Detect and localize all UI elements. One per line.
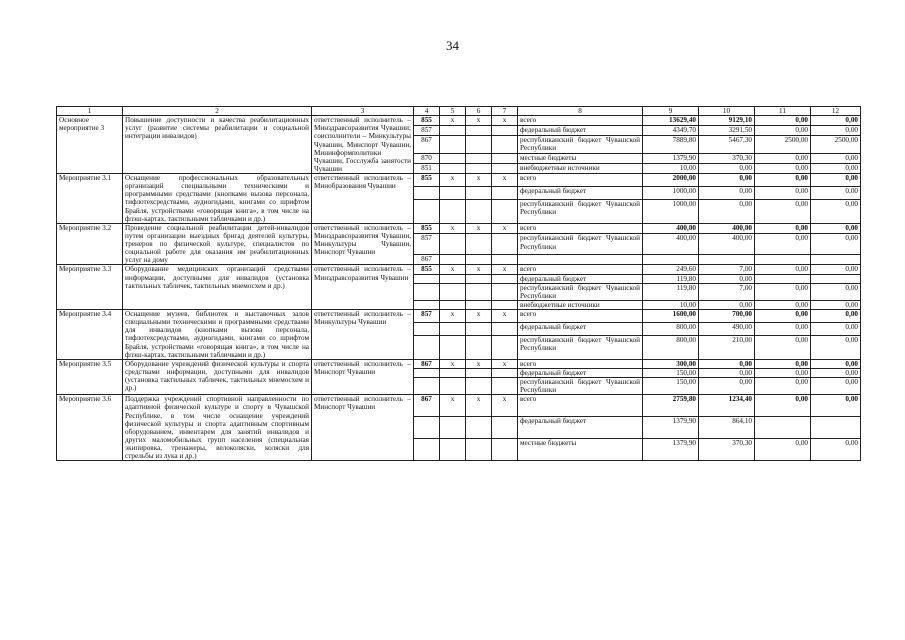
expense-code xyxy=(492,378,518,395)
header-cell: 2 xyxy=(123,107,312,116)
section-code xyxy=(440,164,466,174)
target-code xyxy=(466,368,492,377)
funding-source: федеральный бюджет xyxy=(518,274,643,283)
section-code xyxy=(440,274,466,283)
table-row xyxy=(57,310,861,323)
target-code xyxy=(466,125,492,135)
table-row xyxy=(57,395,861,417)
expense-code xyxy=(492,335,518,359)
expense-code xyxy=(492,164,518,174)
target-code: x xyxy=(466,223,492,234)
value-col10: 5467,30 xyxy=(699,135,755,154)
funding-source: республиканский бюджет Чувашской Республики xyxy=(518,234,643,254)
table-row xyxy=(57,174,861,187)
value-col11: 0,00 xyxy=(755,186,811,199)
expense-code: x xyxy=(492,265,518,274)
target-code xyxy=(466,135,492,154)
value-col12: 0,00 xyxy=(811,154,861,164)
value-col9: 1000,00 xyxy=(643,186,699,199)
section-code: x xyxy=(440,116,466,126)
target-code xyxy=(466,335,492,359)
value-col11: 2500,00 xyxy=(755,135,811,154)
funding-source: республиканский бюджет Чувашской Республики xyxy=(518,135,643,154)
section-code xyxy=(440,254,466,265)
value-col9: 10,00 xyxy=(643,300,699,309)
grbs-code: 857 xyxy=(414,234,440,254)
value-col12: 0,00 xyxy=(811,359,861,368)
value-col12: 0,00 xyxy=(811,395,861,417)
expense-code xyxy=(492,283,518,300)
target-code xyxy=(466,274,492,283)
header-cell: 6 xyxy=(466,107,492,116)
section-code xyxy=(440,135,466,154)
measure-name: Оборудование учреждений физической культуры и спорта средствами информации, доступными для инвалидов (установка тактильных табличек, тактильных мнемосхем и др.) xyxy=(123,359,312,395)
value-col12: 0,00 xyxy=(811,368,861,377)
funding-source: всего xyxy=(518,310,643,323)
grbs-code: 851 xyxy=(414,164,440,174)
measure-executor: ответственный исполнитель – Минспорт Чувашии xyxy=(312,395,414,461)
value-col9: 10,00 xyxy=(643,164,699,174)
measure-code: Мероприятие 3.4 xyxy=(57,310,123,360)
funding-source: всего xyxy=(518,174,643,187)
funding-source: федеральный бюджет xyxy=(518,368,643,377)
funding-source: республиканский бюджет Чувашской Республики xyxy=(518,335,643,359)
target-code xyxy=(466,378,492,395)
value-col11: 0,00 xyxy=(755,234,811,254)
grbs-code: 867 xyxy=(414,395,440,417)
section-code xyxy=(440,439,466,461)
target-code xyxy=(466,283,492,300)
measure-name: Проведение социальной реабилитации детей-инвалидов путем организации выездных бригад деятелей культуры, тренеров по физической культуре, специалистов по социальной работе для оказания им реабилитационных услуг на дому xyxy=(123,223,312,265)
grbs-code xyxy=(414,378,440,395)
grbs-code: 855 xyxy=(414,116,440,126)
grbs-code: 855 xyxy=(414,174,440,187)
expense-code xyxy=(492,186,518,199)
header-cell: 9 xyxy=(643,107,699,116)
value-col9: 4349,70 xyxy=(643,125,699,135)
funding-source: республиканский бюджет Чувашской Республики xyxy=(518,283,643,300)
expense-code xyxy=(492,234,518,254)
value-col9: 400,00 xyxy=(643,234,699,254)
measure-executor: ответственный исполнитель – Минздравсоразвития Чувашии, Минкультуры Чувашии, Минспорт Чувашии xyxy=(312,223,414,265)
section-code xyxy=(440,368,466,377)
grbs-code xyxy=(414,368,440,377)
expense-code xyxy=(492,274,518,283)
funding-source: всего xyxy=(518,395,643,417)
table-row xyxy=(57,359,861,368)
value-col10: 0,00 xyxy=(699,368,755,377)
value-col11: 0,00 xyxy=(755,322,811,335)
section-code xyxy=(440,283,466,300)
target-code: x xyxy=(466,265,492,274)
section-code xyxy=(440,154,466,164)
section-code: x xyxy=(440,310,466,323)
value-col9: 7889,80 xyxy=(643,135,699,154)
value-col9 xyxy=(643,254,699,265)
measure-executor: ответственный исполнитель – Минобразования Чувашии xyxy=(312,174,414,224)
funding-source: всего xyxy=(518,223,643,234)
expense-code xyxy=(492,125,518,135)
value-col11: 0,00 xyxy=(755,116,811,126)
value-col10: 9129,10 xyxy=(699,116,755,126)
measure-name: Поддержка учреждений спортивной направленности по адаптивной физической культуре и спорту в Чувашской Республике, в том числе оснащение учреждений физической культуры и спорта адаптивным спортивным оборудованием, инвентарем для занятий инвалидов и других маломобильных групп населения (специальная экипировка, тренажеры, велоколяски, коляски для стрельбы из лука и др.) xyxy=(123,395,312,461)
value-col9: 1379,90 xyxy=(643,439,699,461)
grbs-code: 855 xyxy=(414,265,440,274)
value-col9: 1379,90 xyxy=(643,417,699,439)
measure-name: Повышение доступности и качества реабилитационных услуг (развитие системы реабилитации и социальной интеграции инвалидов) xyxy=(123,116,312,174)
header-cell: 10 xyxy=(699,107,755,116)
grbs-code xyxy=(414,274,440,283)
value-col12: 0,00 xyxy=(811,283,861,300)
expense-code: x xyxy=(492,223,518,234)
value-col11: 0,00 xyxy=(755,125,811,135)
funding-source xyxy=(518,254,643,265)
value-col12 xyxy=(811,254,861,265)
section-code xyxy=(440,322,466,335)
section-code xyxy=(440,234,466,254)
value-col9: 1379,90 xyxy=(643,154,699,164)
value-col10: 400,00 xyxy=(699,223,755,234)
value-col12 xyxy=(811,274,861,283)
value-col11: 0,00 xyxy=(755,154,811,164)
header-cell: 8 xyxy=(518,107,643,116)
table-row xyxy=(57,116,861,126)
value-col9: 400,00 xyxy=(643,223,699,234)
target-code xyxy=(466,164,492,174)
header-cell: 3 xyxy=(312,107,414,116)
grbs-code: 855 xyxy=(414,223,440,234)
value-col11: 0,00 xyxy=(755,439,811,461)
value-col11 xyxy=(755,274,811,283)
value-col10: 400,00 xyxy=(699,234,755,254)
section-code xyxy=(440,186,466,199)
measure-executor: ответственный исполнитель – Минспорт Чувашии xyxy=(312,359,414,395)
expense-code xyxy=(492,254,518,265)
value-col9: 800,00 xyxy=(643,335,699,359)
value-col12: 0,00 xyxy=(811,335,861,359)
expense-code xyxy=(492,368,518,377)
grbs-code xyxy=(414,186,440,199)
value-col11: 0,00 xyxy=(755,199,811,223)
target-code: x xyxy=(466,395,492,417)
funding-source: местные бюджеты xyxy=(518,439,643,461)
measure-code: Мероприятие 3.6 xyxy=(57,395,123,461)
value-col10: 0,00 xyxy=(699,199,755,223)
value-col9: 1600,00 xyxy=(643,310,699,323)
grbs-code: 870 xyxy=(414,154,440,164)
target-code xyxy=(466,322,492,335)
value-col12: 0,00 xyxy=(811,322,861,335)
value-col12: 0,00 xyxy=(811,223,861,234)
value-col12: 0,00 xyxy=(811,125,861,135)
value-col9: 300,00 xyxy=(643,359,699,368)
measure-name: Оснащение профессиональных образовательных организаций специальными техническими и программными средствами (кнопками вызова персонала, тифлотехсредствами, аудиогидами, книгами со шрифтом Брайля, устройствами «говорящая книга», в том числе на флэш-картах, тактильными табличками и др.) xyxy=(123,174,312,224)
value-col12: 0,00 xyxy=(811,439,861,461)
measure-code: Основное мероприятие 3 xyxy=(57,116,123,174)
header-cell: 4 xyxy=(414,107,440,116)
value-col9: 800,00 xyxy=(643,322,699,335)
grbs-code: 867 xyxy=(414,359,440,368)
value-col9: 150,00 xyxy=(643,368,699,377)
target-code: x xyxy=(466,359,492,368)
value-col9: 119,80 xyxy=(643,274,699,283)
funding-source: местные бюджеты xyxy=(518,154,643,164)
target-code xyxy=(466,154,492,164)
header-cell: 7 xyxy=(492,107,518,116)
value-col11: 0,00 xyxy=(755,359,811,368)
header-cell: 11 xyxy=(755,107,811,116)
value-col11: 0,00 xyxy=(755,310,811,323)
funding-source: внебюджетные источники xyxy=(518,300,643,309)
value-col11: 0,00 xyxy=(755,395,811,417)
grbs-code: 857 xyxy=(414,310,440,323)
value-col10: 490,00 xyxy=(699,322,755,335)
funding-source: федеральный бюджет xyxy=(518,322,643,335)
expense-code xyxy=(492,154,518,164)
value-col12: 0,00 xyxy=(811,310,861,323)
value-col10: 7,00 xyxy=(699,283,755,300)
value-col12: 2500,00 xyxy=(811,135,861,154)
target-code xyxy=(466,234,492,254)
section-code xyxy=(440,417,466,439)
value-col10: 864,10 xyxy=(699,417,755,439)
value-col10: 0,00 xyxy=(699,300,755,309)
value-col10: 1234,40 xyxy=(699,395,755,417)
value-col11 xyxy=(755,417,811,439)
value-col11: 0,00 xyxy=(755,174,811,187)
value-col10 xyxy=(699,254,755,265)
value-col12: 0,00 xyxy=(811,116,861,126)
target-code: x xyxy=(466,116,492,126)
value-col11: 0,00 xyxy=(755,223,811,234)
expense-code xyxy=(492,199,518,223)
value-col9: 119,80 xyxy=(643,283,699,300)
value-col10: 700,00 xyxy=(699,310,755,323)
header-row xyxy=(57,107,861,116)
value-col11: 0,00 xyxy=(755,265,811,274)
target-code xyxy=(466,300,492,309)
measure-code: Мероприятие 3.1 xyxy=(57,174,123,224)
expense-code xyxy=(492,417,518,439)
value-col9: 13629,40 xyxy=(643,116,699,126)
measure-executor: ответственный исполнитель – Минздравсоразвития Чувашии; соисполнители – Минкультуры Чувашии, Минспорт Чувашии, Мининформполитики Чувашии, Госслужба занятости Чувашии xyxy=(312,116,414,174)
value-col10: 0,00 xyxy=(699,378,755,395)
value-col11: 0,00 xyxy=(755,335,811,359)
measure-code: Мероприятие 3.3 xyxy=(57,265,123,310)
value-col10: 0,00 xyxy=(699,186,755,199)
value-col12: 0,00 xyxy=(811,174,861,187)
grbs-code: 867 xyxy=(414,135,440,154)
value-col12: 0,00 xyxy=(811,199,861,223)
expense-code xyxy=(492,135,518,154)
section-code: x xyxy=(440,395,466,417)
value-col12: 0,00 xyxy=(811,378,861,395)
grbs-code xyxy=(414,283,440,300)
measure-name: Оснащение музеев, библиотек и выставочных залов специальными техническими и программными средствами для инвалидов (кнопками вызова персонала, тифлотехсредствами, аудиогидами, книгами со шрифтом Брайля, устройствами «говорящая книга», в том числе на флэш-картах, тактильными табличками и др.) xyxy=(123,310,312,360)
grbs-code xyxy=(414,335,440,359)
header-cell: 5 xyxy=(440,107,466,116)
value-col12: 0,00 xyxy=(811,300,861,309)
value-col9: 2000,00 xyxy=(643,174,699,187)
expense-code xyxy=(492,300,518,309)
target-code: x xyxy=(466,310,492,323)
section-code xyxy=(440,335,466,359)
section-code xyxy=(440,125,466,135)
measure-executor: ответственный исполнитель – Минздравсоразвития Чувашии xyxy=(312,265,414,310)
funding-source: всего xyxy=(518,265,643,274)
section-code: x xyxy=(440,223,466,234)
target-code xyxy=(466,199,492,223)
funding-source: всего xyxy=(518,359,643,368)
value-col11: 0,00 xyxy=(755,283,811,300)
measure-executor: ответственный исполнитель – Минкультуры Чувашии xyxy=(312,310,414,360)
value-col10: 0,00 xyxy=(699,174,755,187)
value-col10: 0,00 xyxy=(699,359,755,368)
value-col10: 210,00 xyxy=(699,335,755,359)
target-code xyxy=(466,439,492,461)
grbs-code xyxy=(414,417,440,439)
table-row xyxy=(57,265,861,274)
target-code xyxy=(466,186,492,199)
expense-code: x xyxy=(492,174,518,187)
value-col12: 0,00 xyxy=(811,164,861,174)
value-col10: 370,30 xyxy=(699,439,755,461)
page-number: 34 xyxy=(446,38,459,53)
value-col12: 0,00 xyxy=(811,234,861,254)
table-body xyxy=(57,116,861,461)
target-code xyxy=(466,254,492,265)
section-code xyxy=(440,300,466,309)
expense-code xyxy=(492,322,518,335)
grbs-code: 867 xyxy=(414,254,440,265)
measure-name: Оборудование медицинских организаций средствами информации, доступными для инвалидов (установка тактильных табличек, тактильных мнемосхем и др.) xyxy=(123,265,312,310)
grbs-code xyxy=(414,199,440,223)
funding-source: республиканский бюджет Чувашской Республики xyxy=(518,378,643,395)
expense-code: x xyxy=(492,395,518,417)
section-code xyxy=(440,199,466,223)
header-cell: 12 xyxy=(811,107,861,116)
expense-code: x xyxy=(492,116,518,126)
value-col12: 0,00 xyxy=(811,186,861,199)
value-col11: 0,00 xyxy=(755,378,811,395)
funding-source: республиканский бюджет Чувашской Республики xyxy=(518,199,643,223)
measure-code: Мероприятие 3.5 xyxy=(57,359,123,395)
target-code xyxy=(466,417,492,439)
grbs-code xyxy=(414,322,440,335)
value-col9: 150,00 xyxy=(643,378,699,395)
value-col10: 0,00 xyxy=(699,274,755,283)
value-col10: 370,30 xyxy=(699,154,755,164)
grbs-code: 857 xyxy=(414,125,440,135)
funding-source: федеральный бюджет xyxy=(518,417,643,439)
grbs-code xyxy=(414,439,440,461)
funding-source: внебюджетные источники xyxy=(518,164,643,174)
expense-code xyxy=(492,439,518,461)
value-col9: 2759,80 xyxy=(643,395,699,417)
section-code: x xyxy=(440,359,466,368)
target-code: x xyxy=(466,174,492,187)
expense-code: x xyxy=(492,310,518,323)
value-col9: 1000,00 xyxy=(643,199,699,223)
value-col10: 3291,50 xyxy=(699,125,755,135)
funding-source: федеральный бюджет xyxy=(518,125,643,135)
funding-source: всего xyxy=(518,116,643,126)
value-col10: 7,00 xyxy=(699,265,755,274)
value-col11: 0,00 xyxy=(755,164,811,174)
value-col10: 0,00 xyxy=(699,164,755,174)
measure-code: Мероприятие 3.2 xyxy=(57,223,123,265)
value-col11: 0,00 xyxy=(755,300,811,309)
grbs-code xyxy=(414,300,440,309)
value-col12: 0,00 xyxy=(811,265,861,274)
section-code: x xyxy=(440,265,466,274)
value-col12 xyxy=(811,417,861,439)
funding-source: федеральный бюджет xyxy=(518,186,643,199)
value-col9: 249,60 xyxy=(643,265,699,274)
program-table xyxy=(56,106,861,461)
expense-code: x xyxy=(492,359,518,368)
value-col11: 0,00 xyxy=(755,368,811,377)
section-code: x xyxy=(440,174,466,187)
table-row xyxy=(57,223,861,234)
header-cell: 1 xyxy=(57,107,123,116)
value-col11 xyxy=(755,254,811,265)
section-code xyxy=(440,378,466,395)
